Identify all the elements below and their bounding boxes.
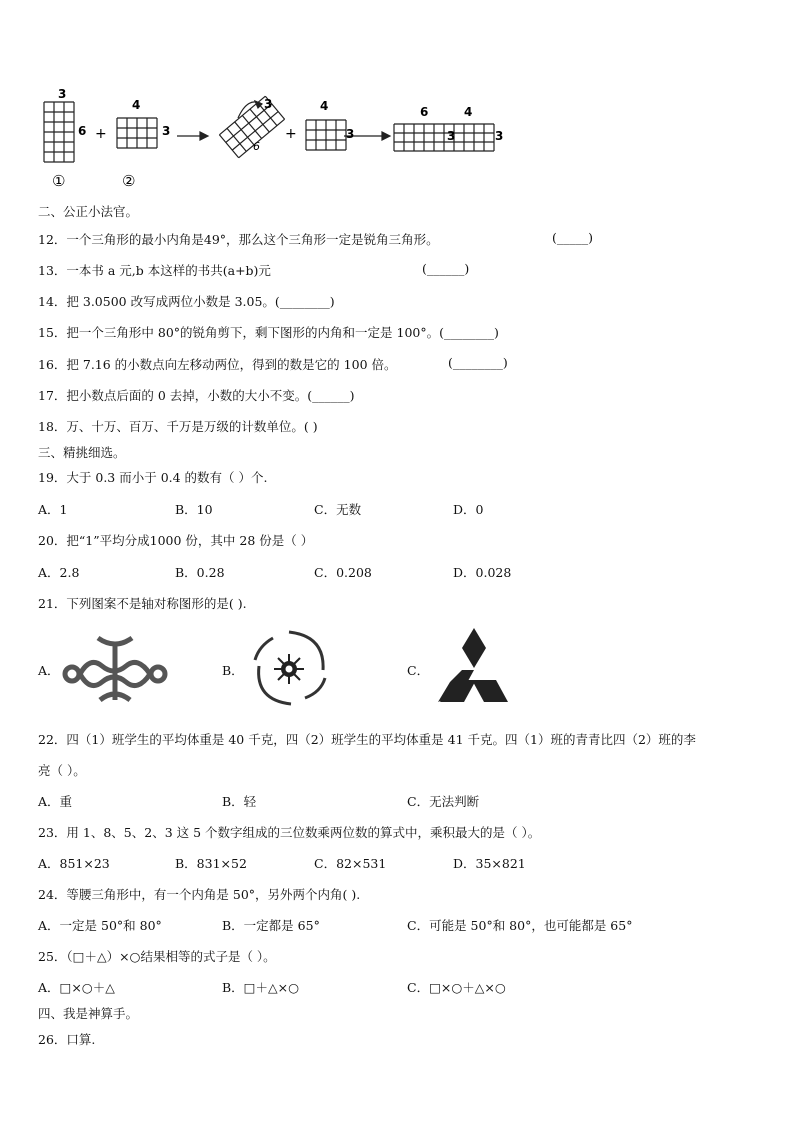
question-14: 14．把 3.0500 改写成两位小数是 3.05。(________) (38, 294, 335, 309)
answer-blank[interactable]: (_____) (552, 230, 594, 245)
fig-circle-label: ② (122, 172, 136, 190)
grid-shape-4 (306, 120, 346, 150)
option-c[interactable]: C．无数 (314, 502, 362, 517)
question-26: 26．口算. (38, 1032, 96, 1047)
question-18: 18．万、十万、百万、千万是万级的计数单位。( ) (38, 419, 318, 434)
question-17: 17．把小数点后面的 0 去掉，小数的大小不变。(______) (38, 388, 355, 403)
option-c[interactable]: C．□×○＋△×○ (407, 980, 506, 995)
question-20: 20．把“1”平均分成1000 份，其中 28 份是（ ） (38, 533, 314, 548)
option-c[interactable]: C．可能是 50°和 80°，也可能都是 65° (407, 918, 633, 933)
fig-label: 4 (132, 98, 141, 112)
grid-shape-rotated (219, 96, 284, 158)
fig-label: 4 (464, 105, 473, 119)
question-19: 19．大于 0.3 而小于 0.4 的数有（ ）个. (38, 470, 268, 485)
option-d[interactable]: D．0.028 (453, 565, 512, 580)
option-d[interactable]: D．0 (453, 502, 484, 517)
fig-label: 3 (162, 124, 171, 138)
question-25: 25．（□＋△）×○结果相等的式子是（ ）。 (38, 949, 276, 964)
option-a[interactable]: A． (38, 663, 60, 678)
option-c[interactable]: C．82×531 (314, 856, 387, 871)
option-a[interactable]: A．一定是 50°和 80° (38, 918, 162, 933)
grid-shape-combined (394, 124, 494, 151)
option-a[interactable]: A．1 (38, 502, 68, 517)
question-16: 16．把 7.16 的小数点向左移动两位，得到的数是它的 100 倍。 (38, 357, 397, 372)
option-a[interactable]: A．851×23 (38, 856, 110, 871)
answer-blank[interactable]: (________) (448, 355, 508, 370)
question-12: 12．一个三角形的最小内角是49°，那么这个三角形一定是锐角三角形。 (38, 232, 439, 247)
answer-blank[interactable]: (______) (422, 261, 470, 276)
fig-label: 3 (58, 87, 67, 101)
swirl-emblem-image (245, 626, 335, 710)
option-c[interactable]: C．无法判断 (407, 794, 480, 809)
fig-label: 3 (264, 97, 273, 111)
option-d[interactable]: D．35×821 (453, 856, 526, 871)
fig-label: 3 (346, 127, 355, 141)
option-a[interactable]: A．□×○＋△ (38, 980, 115, 995)
question-24: 24．等腰三角形中，有一个内角是 50°，另外两个内角( ). (38, 887, 361, 902)
grid-shape-1 (44, 102, 74, 162)
question-15: 15．把一个三角形中 80°的锐角剪下，剩下图形的内角和一定是 100°。(________) (38, 325, 499, 340)
fig-label: 3 (447, 129, 456, 143)
fig-plus: + (95, 126, 107, 142)
option-b[interactable]: B．一定都是 65° (222, 918, 320, 933)
option-a[interactable]: A．2.8 (38, 565, 80, 580)
section-title: 四、我是神算手。 (38, 1006, 139, 1021)
grid-rotation-figure (0, 0, 794, 200)
three-diamonds-image (436, 626, 516, 706)
fig-label: 6 (420, 105, 429, 119)
fig-circle-label: ① (52, 172, 66, 190)
knot-pattern-image (60, 628, 170, 708)
question-13: 13．一本书 a 元,b 本这样的书共(a+b)元 (38, 263, 271, 278)
question-22-cont: 亮（ ）。 (38, 763, 86, 778)
fig-label: 3 (495, 129, 504, 143)
option-a[interactable]: A．重 (38, 794, 73, 809)
option-b[interactable]: B．10 (175, 502, 213, 517)
section-title: 三、精挑细选。 (38, 445, 126, 460)
option-b[interactable]: B．□＋△×○ (222, 980, 299, 995)
option-b[interactable]: B．831×52 (175, 856, 247, 871)
grid-shape-2 (117, 118, 157, 148)
option-c[interactable]: C．0.208 (314, 565, 372, 580)
option-b[interactable]: B．轻 (222, 794, 257, 809)
option-c[interactable]: C． (407, 663, 430, 678)
option-b[interactable]: B． (222, 663, 244, 678)
question-23: 23．用 1、8、5、2、3 这 5 个数字组成的三位数乘两位数的算式中，乘积最大的是（ ）。 (38, 825, 541, 840)
section-title: 二、公正小法官。 (38, 204, 139, 219)
fig-label: 4 (320, 99, 329, 113)
question-22: 22．四（1）班学生的平均体重是 40 千克，四（2）班学生的平均体重是 41 千克。四（1）班的青青比四（2）班的李 (38, 732, 696, 747)
fig-label: 6 (253, 140, 260, 153)
fig-plus: + (285, 126, 297, 142)
fig-label: 6 (78, 124, 87, 138)
question-21: 21．下列图案不是轴对称图形的是( ). (38, 596, 247, 611)
option-b[interactable]: B．0.28 (175, 565, 225, 580)
